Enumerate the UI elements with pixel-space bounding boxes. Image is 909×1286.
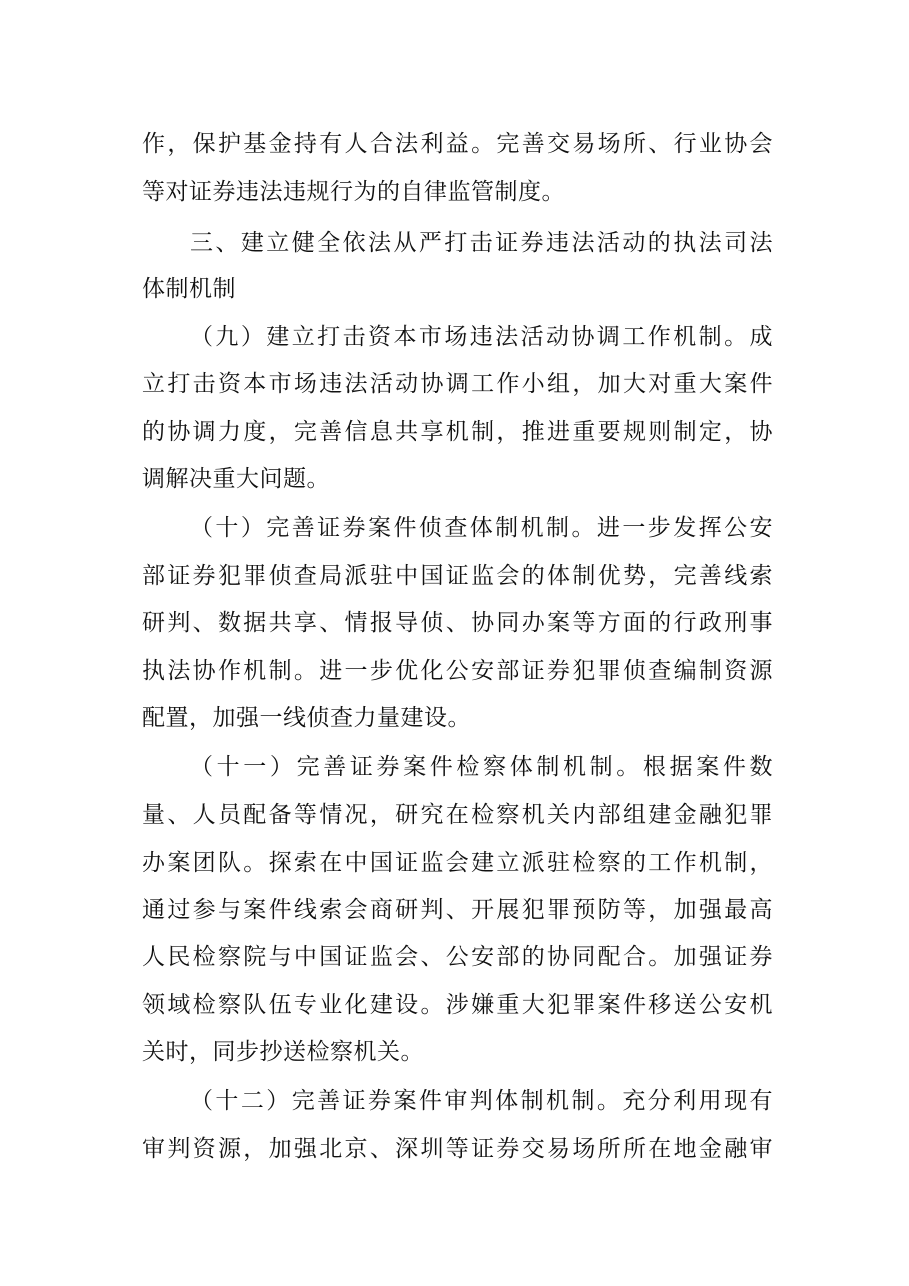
paragraph-line: 量、人员配备等情况，研究在检察机关内部组建金融犯罪 <box>142 802 773 828</box>
paragraph-line: 通过参与案件线索会商研判、开展犯罪预防等，加强最高 <box>142 897 773 923</box>
paragraph-line: 的协调力度，完善信息共享机制，推进重要规则制定，协 <box>142 419 773 445</box>
paragraph-line: 调解决重大问题。 <box>142 466 330 492</box>
paragraph-line: （十二）完善证券案件审判体制机制。充分利用现有 <box>190 1088 773 1114</box>
paragraph-line: 立打击资本市场违法活动协调工作小组，加大对重大案件 <box>142 371 773 397</box>
paragraph-line: 人民检察院与中国证监会、公安部的协同配合。加强证券 <box>142 944 773 970</box>
section-heading-line: 体制机制 <box>142 276 236 302</box>
paragraph-line: 等对证券违法违规行为的自律监管制度。 <box>142 179 565 205</box>
section-heading-line: 三、建立健全依法从严打击证券违法活动的执法司法 <box>190 230 773 256</box>
paragraph-line: 审判资源，加强北京、深圳等证券交易场所所在地金融审 <box>142 1136 773 1162</box>
paragraph-line: 关时，同步抄送检察机关。 <box>142 1039 424 1065</box>
paragraph-line: 作，保护基金持有人合法利益。完善交易场所、行业协会 <box>142 131 773 157</box>
paragraph-line: 研判、数据共享、情报导侦、协同办案等方面的行政刑事 <box>142 610 773 636</box>
paragraph-line: （十）完善证券案件侦查体制机制。进一步发挥公安 <box>190 515 773 541</box>
paragraph-line: （十一）完善证券案件检察体制机制。根据案件数 <box>190 754 773 780</box>
paragraph-line: 执法协作机制。进一步优化公安部证券犯罪侦查编制资源 <box>142 658 773 684</box>
paragraph-line: （九）建立打击资本市场违法活动协调工作机制。成 <box>190 324 773 350</box>
paragraph-line: 领域检察队伍专业化建设。涉嫌重大犯罪案件移送公安机 <box>142 992 773 1018</box>
paragraph-line: 部证券犯罪侦查局派驻中国证监会的体制优势，完善线索 <box>142 563 773 589</box>
paragraph-line: 办案团队。探索在中国证监会建立派驻检察的工作机制， <box>142 850 773 876</box>
paragraph-line: 配置，加强一线侦查力量建设。 <box>142 705 471 731</box>
